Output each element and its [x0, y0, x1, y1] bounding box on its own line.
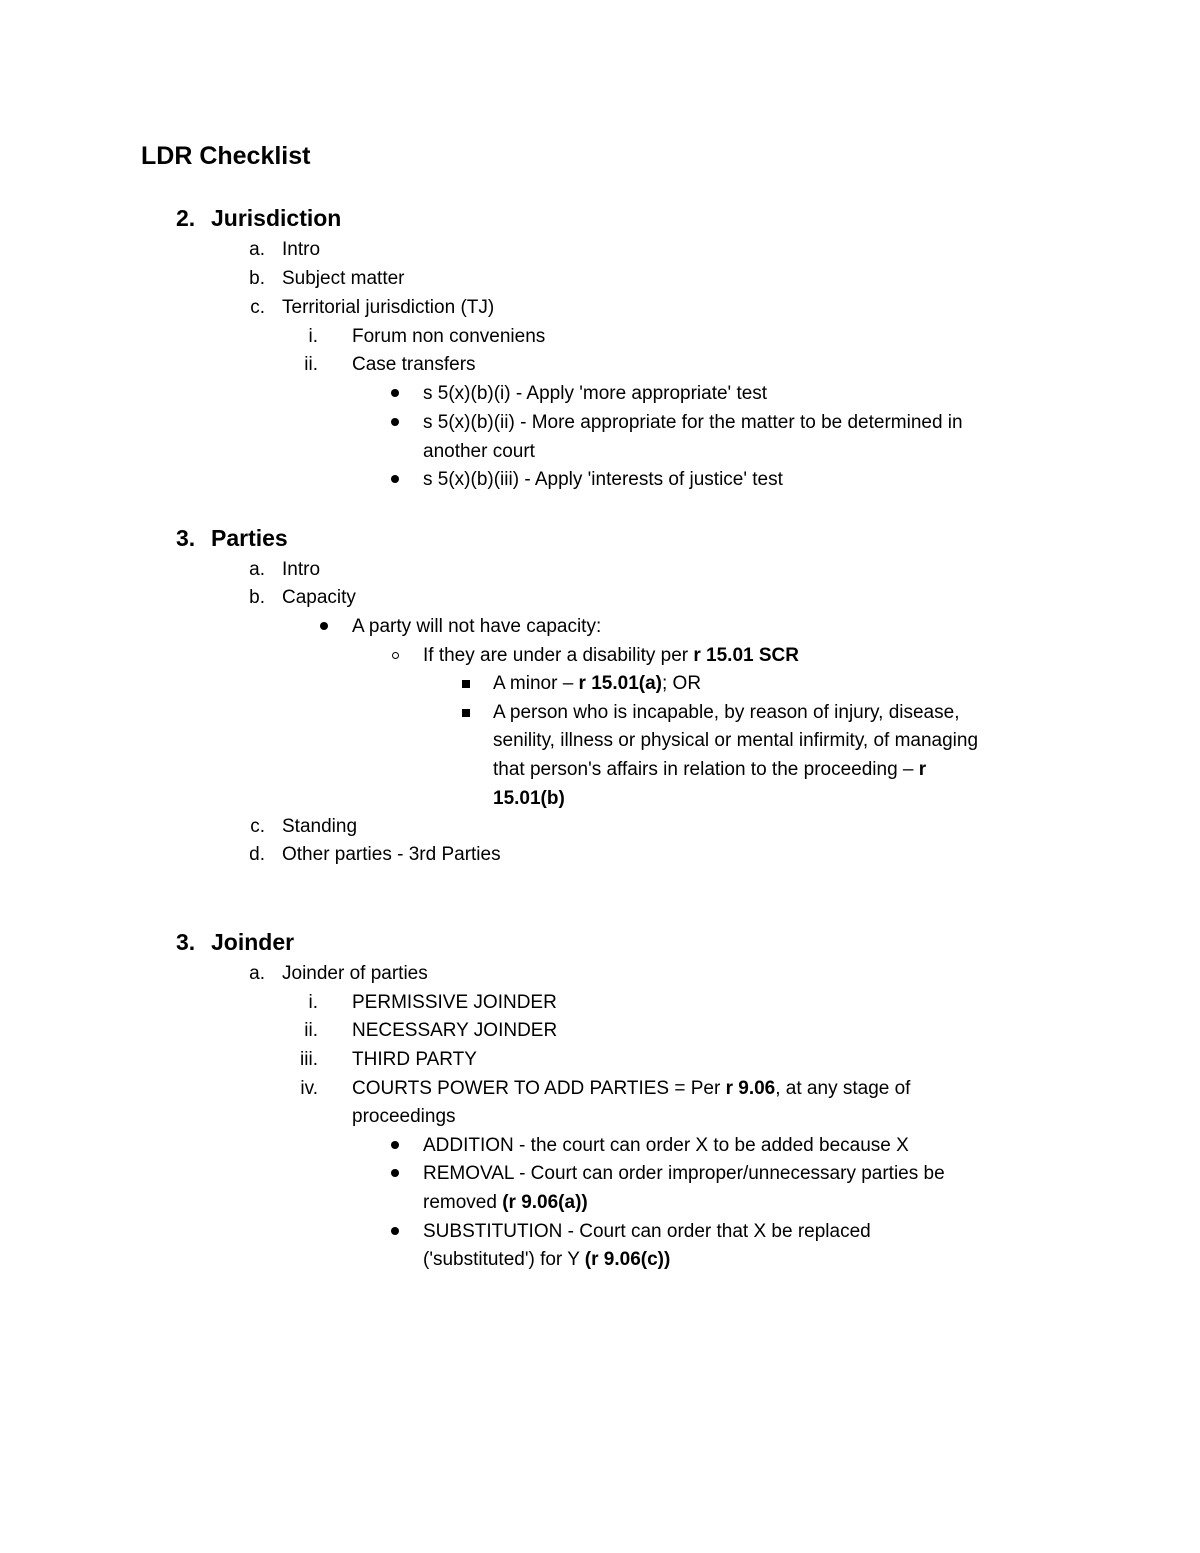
list-item-text: Subject matter [282, 268, 405, 289]
list-item-text: Forum non conveniens [352, 326, 546, 347]
section-heading-text: Jurisdiction [211, 205, 342, 231]
bullet-icon [391, 389, 399, 397]
section-number: 3. [176, 929, 196, 955]
list-marker: iv. [300, 1078, 318, 1099]
section-heading-parties [176, 523, 576, 553]
list-item-text: 15.01(b) [493, 788, 565, 809]
list-item [0, 408, 1200, 437]
list-marker: b. [249, 587, 265, 608]
list-item-text: COURTS POWER TO ADD PARTIES = Per r 9.06, at any stage of [352, 1078, 911, 1099]
list-item [0, 812, 1200, 841]
list-item [0, 293, 1200, 322]
list-item-text: ADDITION - the court can order X to be added because X [423, 1135, 909, 1156]
list-item-continuation [0, 1245, 1200, 1274]
list-item [0, 583, 1200, 612]
section-number: 2. [176, 205, 196, 231]
list-marker: b. [249, 268, 265, 289]
list-item-text: senility, illness or physical or mental infirmity, of managing [493, 730, 979, 751]
list-item-text: REMOVAL - Court can order improper/unnecessary parties be [423, 1163, 945, 1184]
list-item-text: another court [423, 441, 535, 462]
document-title: LDR Checklist [141, 142, 311, 170]
list-item-text: Case transfers [352, 354, 476, 375]
list-marker: d. [249, 844, 265, 865]
list-item-text: s 5(x)(b)(ii) - More appropriate for the matter to be determined in [423, 412, 963, 433]
list-item-text: SUBSTITUTION - Court can order that X be replaced [423, 1221, 871, 1242]
list-item [0, 350, 1200, 379]
list-marker: ii. [304, 354, 318, 375]
list-item [0, 988, 1200, 1017]
list-item-text: THIRD PARTY [352, 1049, 477, 1070]
list-marker: i. [308, 992, 318, 1013]
list-item-continuation [0, 437, 1200, 466]
list-item [0, 1159, 1200, 1188]
list-item-text: Standing [282, 816, 358, 837]
bullet-icon [391, 418, 399, 426]
list-item-text: removed (r 9.06(a)) [423, 1192, 588, 1213]
bullet-icon [391, 1227, 399, 1235]
list-item-text: If they are under a disability per r 15.01 SCR [423, 645, 799, 666]
list-item-text: that person's affairs in relation to the proceeding – r [493, 759, 927, 780]
list-marker: ii. [304, 1020, 318, 1041]
bullet-icon [320, 622, 328, 630]
list-marker: a. [249, 239, 265, 260]
list-item-continuation [0, 1188, 1200, 1217]
list-item-text: NECESSARY JOINDER [352, 1020, 558, 1041]
list-item-continuation [0, 1102, 1200, 1131]
list-item [0, 1045, 1200, 1074]
list-item-text: A party will not have capacity: [352, 616, 602, 637]
list-marker: c. [250, 297, 265, 318]
list-marker: a. [249, 559, 265, 580]
list-item [0, 235, 1200, 264]
list-item-text: A minor – r 15.01(a); OR [493, 673, 702, 694]
list-marker: iii. [300, 1049, 318, 1070]
list-marker: c. [250, 816, 265, 837]
list-item [0, 698, 1200, 727]
bullet-icon [391, 1169, 399, 1177]
list-item-text: A person who is incapable, by reason of injury, disease, [493, 702, 960, 723]
list-item-text: Intro [282, 559, 321, 580]
list-item [0, 612, 1200, 641]
square-bullet-icon [462, 709, 470, 717]
list-item-continuation [0, 726, 1200, 755]
list-item [0, 641, 1200, 670]
bullet-icon [391, 1141, 399, 1149]
list-item [0, 322, 1200, 351]
bullet-icon [391, 475, 399, 483]
square-bullet-icon [462, 680, 470, 688]
list-item-continuation [0, 784, 1200, 813]
hollow-bullet-icon [392, 652, 399, 659]
list-item-text: s 5(x)(b)(i) - Apply 'more appropriate' test [423, 383, 768, 404]
list-item-text: Joinder of parties [282, 963, 428, 984]
list-item-text: s 5(x)(b)(iii) - Apply 'interests of justice' test [423, 469, 783, 490]
list-item [0, 669, 1200, 698]
list-item-text: ('substituted') for Y (r 9.06(c)) [423, 1249, 671, 1270]
list-item-text: PERMISSIVE JOINDER [352, 992, 557, 1013]
list-item [0, 1074, 1200, 1103]
list-item [0, 959, 1200, 988]
section-heading-text: Parties [211, 525, 288, 551]
section-number: 3. [176, 525, 196, 551]
list-marker: a. [249, 963, 265, 984]
section-heading-text: Joinder [211, 929, 295, 955]
list-item-text: proceedings [352, 1106, 456, 1127]
list-item [0, 840, 1200, 869]
list-item [0, 1016, 1200, 1045]
list-item-text: Territorial jurisdiction (TJ) [282, 297, 495, 318]
list-item [0, 264, 1200, 293]
list-marker: i. [308, 326, 318, 347]
list-item-text: Other parties - 3rd Parties [282, 844, 501, 865]
list-item [0, 1131, 1200, 1160]
list-item-text: Capacity [282, 587, 356, 608]
list-item [0, 555, 1200, 584]
list-item-continuation [0, 755, 1200, 784]
list-item [0, 1217, 1200, 1246]
list-item [0, 465, 1200, 494]
section-heading-jurisdiction [176, 203, 576, 233]
list-item-text: Intro [282, 239, 321, 260]
section-heading-joinder [176, 927, 576, 957]
list-item [0, 379, 1200, 408]
